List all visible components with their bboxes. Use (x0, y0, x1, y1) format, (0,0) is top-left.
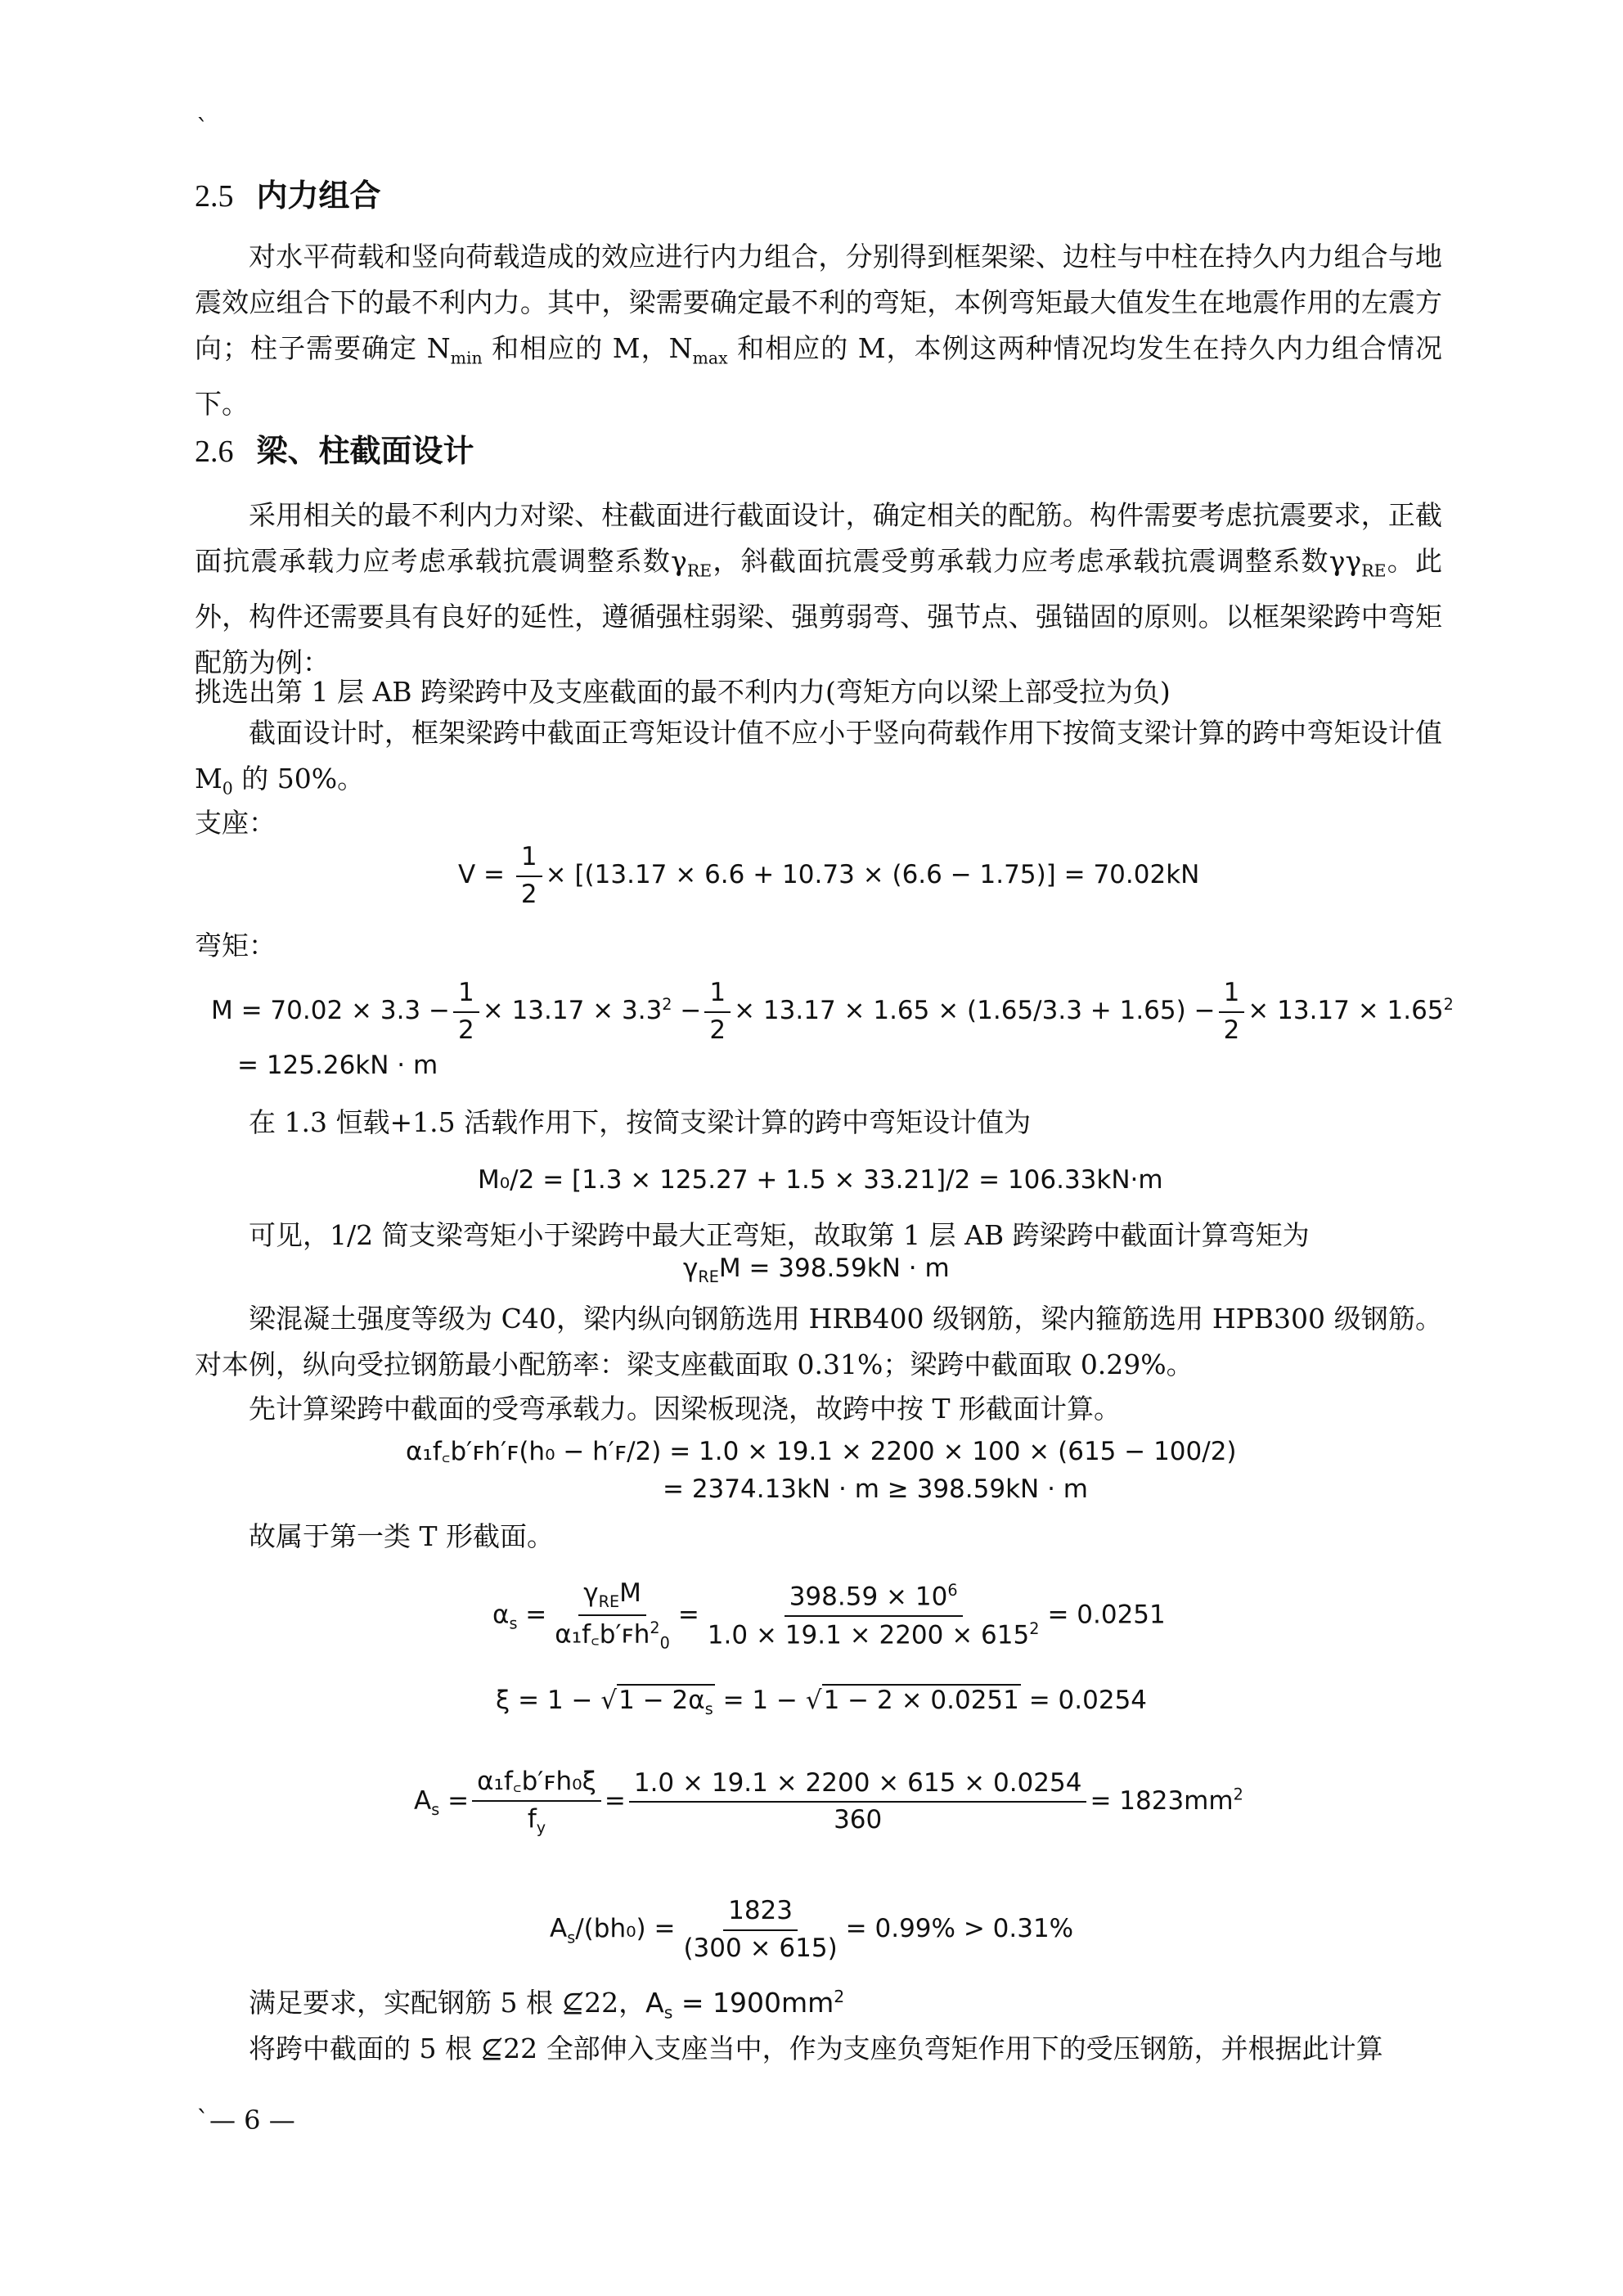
paragraph-load-combo: 在 1.3 恒载+1.5 活载作用下，按简支梁计算的跨中弯矩设计值为 (249, 1106, 1032, 1138)
section-title: 梁、柱截面设计 (256, 433, 474, 469)
paragraph-t-section: 先计算梁跨中截面的受弯承载力。因梁板现浇，故跨中按 T 形截面计算。 (249, 1393, 1121, 1425)
paragraph-compare: 可见，1/2 简支梁弯矩小于梁跨中最大正弯矩，故取第 1 层 AB 跨梁跨中截面计算弯矩为 (249, 1219, 1310, 1251)
equation-moment: M = 70.02 × 3.3 − $\frac{1}{2}$ × $13.17 \times 3.3^2$ − $\frac{1}{2}$ × 13.17 × 1.65 × (1.65/3.3 + 1.65) − $\frac{1}{2}$ × $13.17 \times 1.65^2$ (211, 978, 1454, 1045)
paragraph-first-type: 故属于第一类 T 形截面。 (249, 1520, 554, 1552)
section-number: 2.5 (195, 179, 234, 214)
equation-reinforcement-ratio: $A_s/(bh_0)$ = $\frac{1823}{(300 \times 615)}$ = 0.99% > 0.31% (550, 1896, 1074, 1963)
paragraph-satisfied: 满足要求，实配钢筋 5 根 ⊈22，$A_s = 1900mm^2$ (249, 1987, 845, 2023)
top-mark: ` (196, 115, 209, 143)
paragraph-select-forces: 挑选出第 1 层 AB 跨梁跨中及支座截面的最不利内力(弯矩方向以梁上部受拉为负) (195, 676, 1171, 708)
equation-shear: V = $\frac{1}{2}$ × [(13.17 × 6.6 + 10.73 × (6.6 − 1.75)] = 70.02kN (458, 842, 1200, 909)
page-footer: `— 6 — (196, 2105, 295, 2136)
paragraph-design-rule: 截面设计时，框架梁跨中截面正弯矩设计值不应小于竖向荷载作用下按简支梁计算的跨中弯矩设计值 $M_0$ 的 50%。 (195, 717, 1442, 799)
equation-alpha-s: $\alpha_s$ = $\frac{\gamma_{RE}M}{\alpha_1f꜀b'ꜰh^2_0}$ = $\frac{398.59 \times 10^6}{1.0 \times 19.1 \times 2200 \times 615^2}$ = 0.0251 (492, 1578, 1166, 1653)
section-2-5-heading (195, 170, 381, 215)
paragraph-materials: 梁混凝土强度等级为 C40，梁内纵向钢筋选用 HRB400 级钢筋，梁内箍筋选用 HPB300 级钢筋。对本例，纵向受拉钢筋最小配筋率：梁支座截面取 0.31%；梁跨中截面取 0.29%。 (195, 1303, 1442, 1380)
section-2-6-heading (195, 425, 474, 470)
equation-xi: $\xi = 1 - √1 - 2\alpha_s = 1 - √1 - 2 \times 0.0251 = 0.0254$ (496, 1686, 1148, 1719)
paragraph-extend-bars: 将跨中截面的 5 根 ⊈22 全部伸入支座当中，作为支座负弯矩作用下的受压钢筋，并根据此计算 (249, 2033, 1383, 2064)
equation-t-check-2: = 2374.13kN · m ≥ 398.59kN · m (663, 1474, 1088, 1504)
equation-As: $A_s$ = $\frac{\text{α₁f꜀b′ꜰh₀ξ}}{f_y}$ = $\frac{1.0 \times 19.1 \times 2200 \times 615 \times 0.0254}{360}$ = $1823mm^2$ (414, 1767, 1243, 1837)
support-label: 支座： (195, 807, 276, 839)
section-2-5-paragraph: 对水平荷载和竖向荷载造成的效应进行内力组合，分别得到框架梁、边柱与中柱在持久内力组合与地震效应组合下的最不利内力。其中，梁需要确定最不利的弯矩，本例弯矩最大值发生在地震作用的左震方向；柱子需要确定 $N_{min}$ 和相应的 M，$N_{max}$ 和相应的 M，本例这两种情况均发生在持久内力组合情况下。 (195, 241, 1442, 420)
section-number: 2.6 (195, 434, 234, 469)
section-title: 内力组合 (256, 178, 381, 214)
paragraph-design-intro: 采用相关的最不利内力对梁、柱截面进行截面设计，确定相关的配筋。构件需要考虑抗震要求，正截面抗震承载力应考虑承载抗震调整系数$\gamma_{RE}$，斜截面抗震受剪承载力应考虑承载抗震调整系数$\gamma\gamma_{RE}$。此外，构件还需要具有良好的延性，遵循强柱弱梁、强剪弱弯、强节点、强锚固的原则。以框架梁跨中弯矩配筋为例： (195, 499, 1442, 678)
equation-m0: M₀/2 = [1.3 × 125.27 + 1.5 × 33.21]/2 = 106.33kN·m (478, 1165, 1163, 1195)
equation-moment-result: = 125.26kN · m (237, 1051, 438, 1080)
equation-t-check-1: α₁f꜀b′ꜰh′ꜰ(h₀ − h′ꜰ/2) = 1.0 × 19.1 × 2200 × 100 × (615 − 100/2) (406, 1437, 1237, 1466)
moment-label: 弯矩： (195, 930, 276, 961)
equation-gamma-m: $\gamma_{RE}M = 398.59kN \cdot m$ (683, 1254, 950, 1287)
